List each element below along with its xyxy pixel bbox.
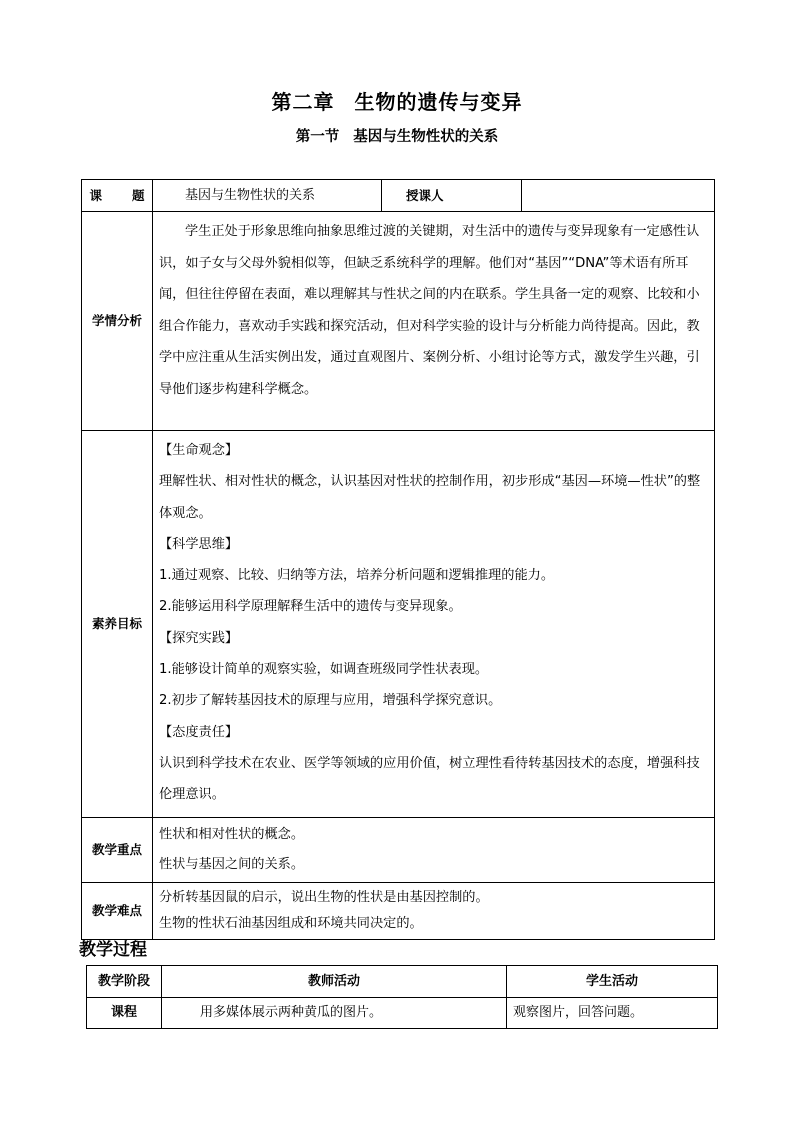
goals-row [82, 431, 715, 818]
topic-row [82, 180, 715, 212]
difficulties-content [153, 882, 715, 939]
student-activity-cell: 观察图片，回答问题。 [507, 998, 718, 1029]
key-points-row [82, 817, 715, 882]
process-table [86, 965, 718, 1029]
topic-label: 课 题 [82, 180, 153, 212]
key-points-content [153, 817, 715, 882]
goal-line: 认识到科学技术在农业、医学等领域的应用价值，树立理性看待转基因技术的态度，增强科技伦理意识。 [159, 755, 700, 803]
key-point: 性状与基因之间的关系。 [159, 856, 305, 872]
process-heading: 教学过程 [79, 940, 147, 960]
analysis-text: 学生正处于形象思维向抽象思维过渡的关键期，对生活中的遗传与变异现象有一定感性认识，如子女与父母外貌相似等，但缺乏系统科学的理解。他们对“基因”“DNA”等术语有所耳闻，但往往停留在表面，难以理解其与性状之间的内在联系。学生具备一定的观察、比较和小组合作能力，喜欢动手实践和探究活动，但对科学实验的设计与分析能力尚待提高。因此，教学中应注重从生活实例出发，通过直观图片、案例分析、小组讨论等方式，激发学生兴趣，引导他们逐步构建科学概念。 [153, 212, 715, 431]
goal-line: 1.通过观察、比较、归纳等方法，培养分析问题和逻辑推理的能力。 [159, 568, 555, 584]
topic-value: 基因与生物性状的关系 [153, 180, 382, 212]
teacher-activity-cell: 用多媒体展示两种黄瓜的图片。 [162, 998, 507, 1029]
teacher-value [522, 180, 715, 212]
chapter-title [0, 86, 794, 115]
goal-heading: 【探究实践】 [159, 630, 239, 646]
goal-heading: 【态度责任】 [159, 724, 239, 740]
teacher-label: 授课人 [382, 180, 522, 212]
chapter-number: 第二章 [271, 90, 335, 114]
section-number: 第一节 [295, 128, 340, 145]
difficulty: 分析转基因鼠的启示，说出生物的性状是由基因控制的。 [159, 889, 489, 905]
analysis-row [82, 212, 715, 431]
difficulties-label: 教学难点 [82, 882, 153, 939]
column-header-stage: 教学阶段 [87, 966, 162, 998]
process-row [87, 998, 718, 1029]
chapter-name: 生物的遗传与变异 [354, 90, 523, 114]
process-header-row [87, 966, 718, 998]
goals-content [153, 431, 715, 818]
goal-line: 1.能够设计简单的观察实验，如调查班级同学性状表现。 [159, 662, 489, 678]
section-name: 基因与生物性状的关系 [353, 128, 499, 145]
column-header-teacher: 教师活动 [162, 966, 507, 998]
goals-label: 素养目标 [82, 431, 153, 818]
goal-heading: 【生命观念】 [159, 443, 239, 458]
key-point: 性状和相对性状的概念。 [159, 826, 305, 842]
goal-heading: 【科学思维】 [159, 536, 239, 552]
column-header-student: 学生活动 [507, 966, 718, 998]
goal-line: 2.能够运用科学原理解释生活中的遗传与变异现象。 [159, 599, 462, 615]
difficulties-row [82, 882, 715, 939]
difficulty: 生物的性状石油基因组成和环境共同决定的。 [159, 915, 423, 931]
goal-line: 2.初步了解转基因技术的原理与应用，增强科学探究意识。 [159, 693, 502, 709]
stage-cell: 课程 [87, 998, 162, 1029]
key-points-label: 教学重点 [82, 817, 153, 882]
section-title [0, 125, 794, 146]
goal-line: 理解性状、相对性状的概念，认识基因对性状的控制作用，初步形成“基因—环境—性状”的整体观念。 [159, 474, 701, 521]
lesson-info-table [81, 179, 715, 940]
analysis-label: 学情分析 [82, 212, 153, 431]
